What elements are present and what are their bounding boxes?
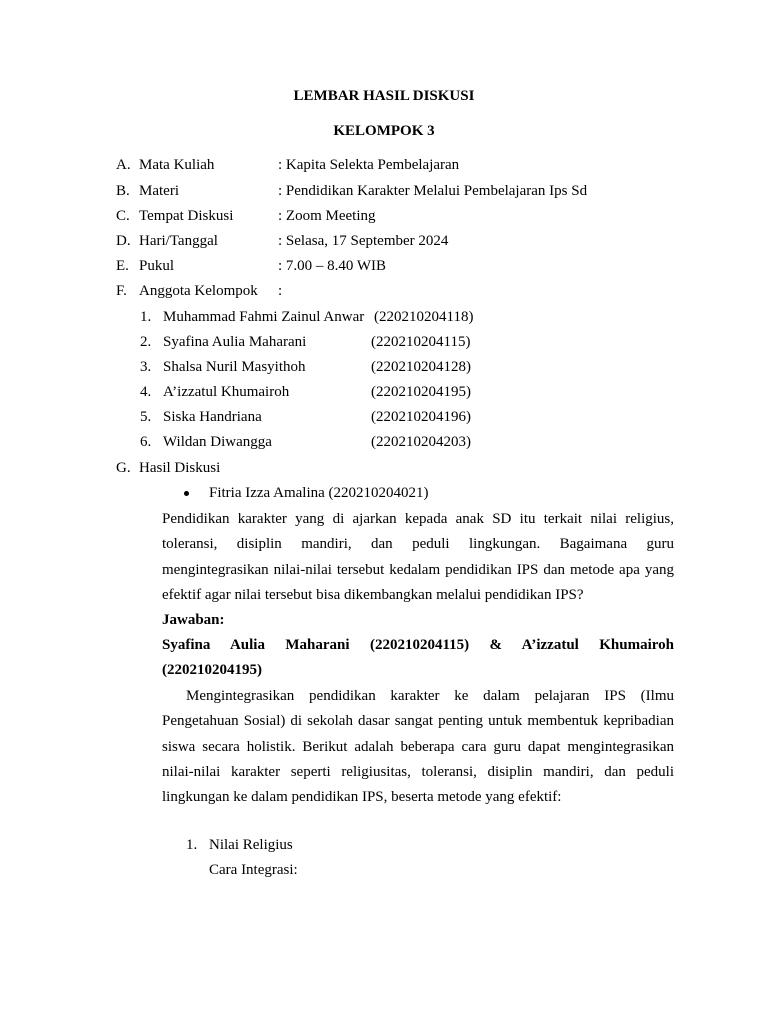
field-value: : 7.00 – 8.40 WIB: [278, 258, 387, 274]
field-value: :: [278, 283, 283, 299]
field-letter: B.: [116, 183, 130, 199]
field-letter: C.: [116, 208, 130, 224]
section-letter: G.: [116, 460, 131, 476]
field-label: Mata Kuliah: [139, 157, 215, 173]
member-id: (220210204195): [371, 384, 471, 400]
member-name: Muhammad Fahmi Zainul Anwar: [163, 309, 365, 325]
member-id: (220210204196): [371, 409, 471, 425]
field-value: : Kapita Selekta Pembelajaran: [278, 157, 460, 173]
member-number: 4.: [140, 384, 152, 400]
list-item-text: Nilai Religius: [209, 837, 293, 853]
member-name: Syafina Aulia Maharani: [163, 334, 307, 350]
member-number: 2.: [140, 334, 152, 350]
member-id: (220210204115): [371, 334, 471, 350]
list-item-number: 1.: [186, 837, 198, 853]
field-value: : Zoom Meeting: [278, 208, 376, 224]
section-label: Hasil Diskusi: [139, 460, 221, 476]
document-title: LEMBAR HASIL DISKUSI: [293, 88, 475, 104]
question-paragraph: Pendidikan karakter yang di ajarkan kepada anak SD itu terkait nilai religius, toleransi, disiplin mandiri, dan peduli lingkungan. Bagaimana guru mengintegrasikan nilai-nilai tersebut kedalam pendidikan IPS dan metode apa yang efektif agar nilai tersebut bisa dikembangkan melalui pendidikan IPS?: [162, 511, 674, 603]
member-id: (220210204118): [374, 309, 474, 325]
member-number: 5.: [140, 409, 152, 425]
field-letter: F.: [116, 283, 127, 299]
member-number: 1.: [140, 309, 152, 325]
field-letter: E.: [116, 258, 129, 274]
group-title: KELOMPOK 3: [333, 123, 435, 139]
bullet-icon: [184, 491, 189, 496]
member-number: 3.: [140, 359, 152, 375]
member-id: (220210204128): [371, 359, 471, 375]
field-label: Materi: [139, 183, 179, 199]
questioner-name: Fitria Izza Amalina (220210204021): [209, 485, 429, 501]
member-name: Siska Handriana: [163, 409, 262, 425]
field-letter: A.: [116, 157, 131, 173]
integration-label: Cara Integrasi:: [209, 862, 298, 878]
member-number: 6.: [140, 434, 152, 450]
member-name: Shalsa Nuril Masyithoh: [163, 359, 306, 375]
member-name: A’izzatul Khumairoh: [163, 384, 290, 400]
field-label: Hari/Tanggal: [139, 233, 218, 249]
answer-label: Jawaban:: [162, 612, 225, 628]
field-label: Anggota Kelompok: [139, 283, 258, 299]
answer-paragraph: Mengintegrasikan pendidikan karakter ke dalam pelajaran IPS (Ilmu Pengetahuan Sosial) di sekolah dasar sangat penting untuk membentuk kepribadian siswa secara holistik. Berikut adalah beberapa cara guru dapat mengintegrasikan nilai-nilai karakter seperti religiusitas, toleransi, disiplin mandiri, dan peduli lingkungan ke dalam pendidikan IPS, beserta metode yang efektif:: [162, 688, 674, 806]
member-id: (220210204203): [371, 434, 471, 450]
field-value: : Selasa, 17 September 2024: [278, 233, 449, 249]
field-label: Tempat Diskusi: [139, 208, 234, 224]
answerers: Syafina Aulia Maharani (220210204115) & A’izzatul Khumairoh (220210204195): [162, 637, 674, 679]
member-name: Wildan Diwangga: [163, 434, 272, 450]
field-letter: D.: [116, 233, 131, 249]
field-value: : Pendidikan Karakter Melalui Pembelajaran Ips Sd: [278, 183, 588, 199]
field-label: Pukul: [139, 258, 175, 274]
